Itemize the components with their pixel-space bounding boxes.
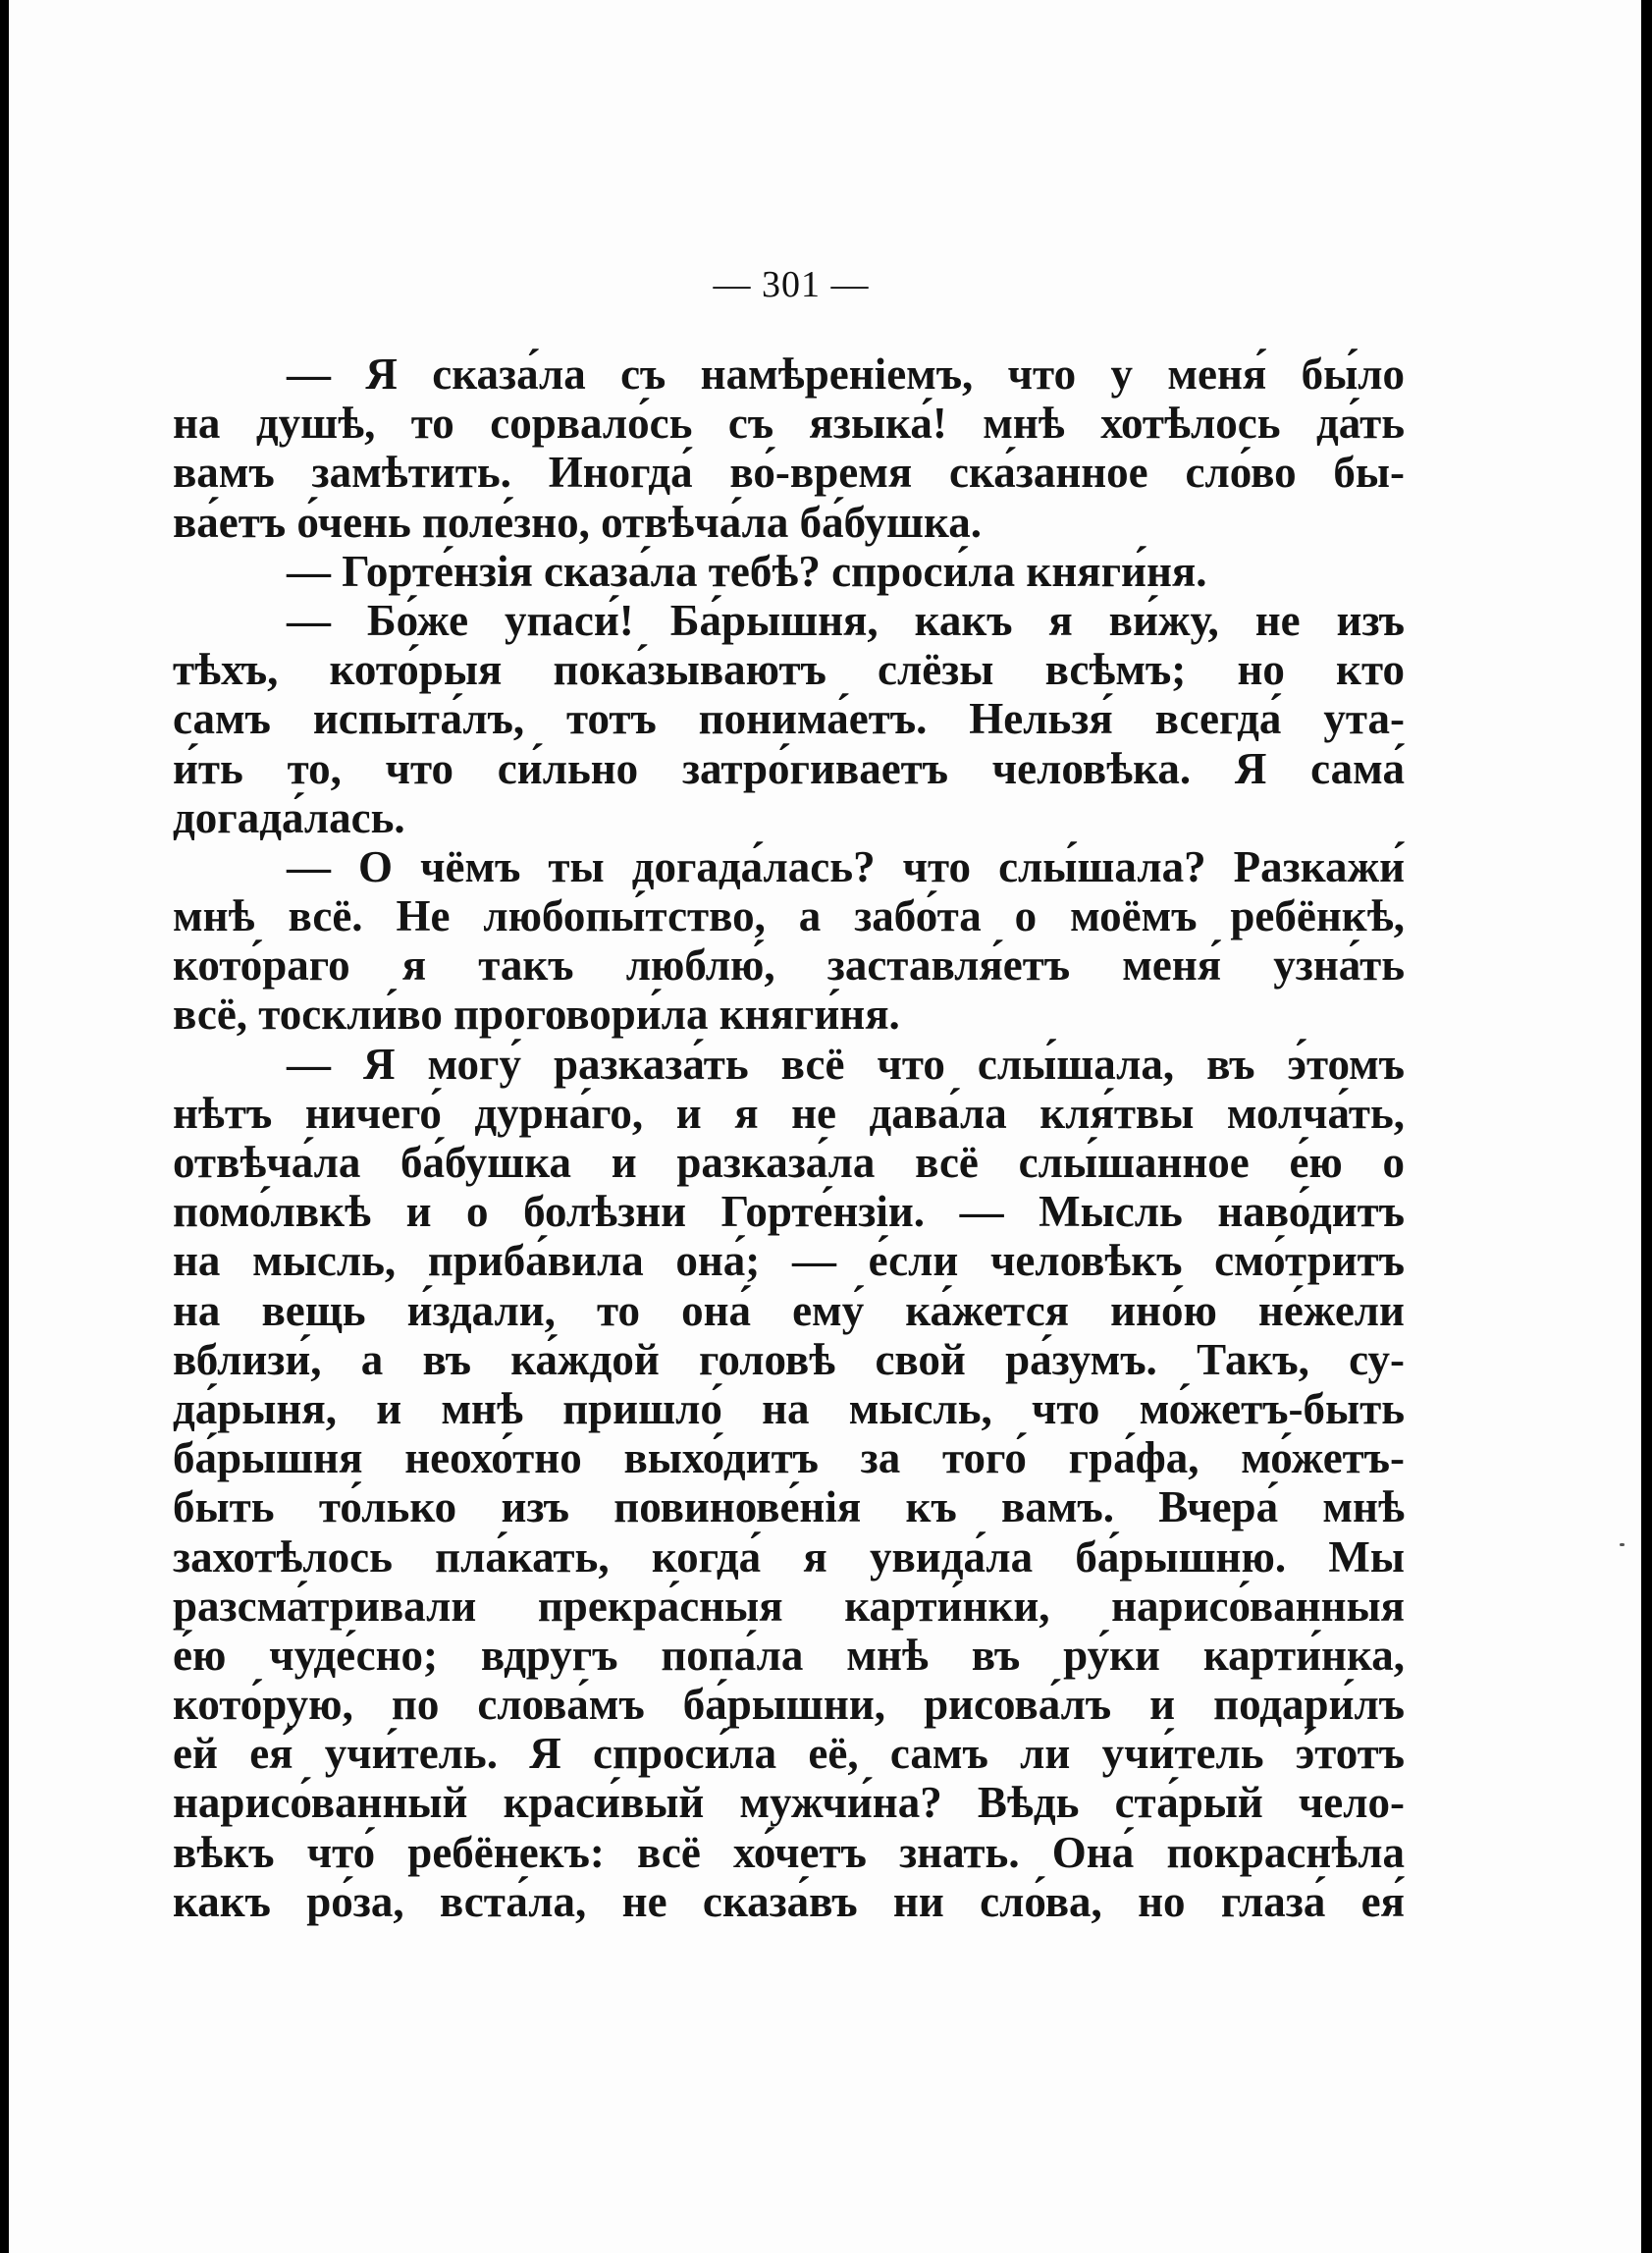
text-line: отвѣча́ла ба́бушка и разказа́ла всё слы́шанное е́ю о [173,1138,1405,1187]
text-line: кото́рую, по слова́мъ ба́рышни, рисова́лъ и подари́лъ [173,1680,1405,1730]
text-line: на мысль, приба́вила она́; — е́сли человѣкъ смо́тритъ [173,1236,1405,1286]
scan-border-right [1641,0,1652,2253]
text-line: быть то́лько изъ повинове́нія къ вамъ. Вчера́ мнѣ [173,1482,1405,1532]
text-line: — О чёмъ ты догада́лась? что слы́шала? Разкажи́ [287,841,1405,891]
text-line: ей ея́ учи́тель. Я спроси́ла её, самъ ли учи́тель э́тотъ [173,1729,1405,1779]
text-line: ба́рышня неохо́тно выхо́дитъ за того́ гра́фа, мо́жетъ- [173,1433,1405,1483]
text-line: — Горте́нзія сказа́ла тебѣ? спроси́ла княги́ня. [287,546,1207,596]
scan-speck [1620,1543,1625,1546]
text-line: да́рыня, и мнѣ пришло́ на мысль, что мо́жетъ-быть [173,1383,1405,1433]
text-line: — Бо́же упаси́! Ба́рышня, какъ я ви́жу, не изъ [287,595,1405,645]
text-line: — Я могу́ разказа́ть всё что слы́шала, въ э́томъ [287,1039,1405,1089]
text-line: на вещь и́здали, то она́ ему́ ка́жется ино́ю не́жели [173,1285,1405,1335]
text-line: на душѣ, то сорвало́сь съ языка́! мнѣ хотѣлось да́ть [173,399,1405,449]
text-line: вѣкъ что́ ребёнекъ: всё хо́четъ знать. Она́ покраснѣла [173,1827,1405,1877]
body-text [173,349,1405,1926]
text-line: кото́раго я такъ люблю́, заставля́етъ меня́ узна́ть [173,940,1405,991]
text-line: захотѣлось пла́кать, когда́ я увида́ла ба́рышню. Мы [173,1531,1405,1582]
text-line: вблизи́, а въ ка́ждой головѣ свой ра́зумъ. Такъ, су- [173,1334,1405,1384]
text-line: разсма́тривали прекра́сныя карти́нки, нарисо́ванныя [173,1581,1405,1631]
text-line: догада́лась. [173,792,405,842]
text-line: какъ ро́за, вста́ла, не сказа́въ ни сло́ва, но глаза́ ея́ [173,1876,1405,1926]
text-line: тѣхъ, кото́рыя пока́зываютъ слёзы всѣмъ; но кто [173,645,1405,695]
text-line: — Я сказа́ла съ намѣреніемъ, что у меня́ бы́ло [287,349,1405,399]
text-line: вамъ замѣтить. Иногда́ во́-время ска́занное сло́во бы- [173,448,1405,498]
text-line: самъ испыта́лъ, тотъ понима́етъ. Нельзя́ всегда́ ута- [173,694,1405,744]
text-line: нѣтъ ничего́ дурна́го, и я не дава́ла кля́твы молча́ть, [173,1088,1405,1138]
text-line: нарисо́ванный краси́вый мужчи́на? Вѣдь ста́рый чело- [173,1778,1405,1828]
page-number: — 301 — [713,264,870,305]
text-line: ва́етъ о́чень поле́зно, отвѣча́ла ба́бушка. [173,497,982,547]
text-line: мнѣ всё. Не любопы́тство, а забо́та о моёмъ ребёнкѣ, [173,891,1405,941]
text-line: всё, тоскли́во проговори́ла княги́ня. [173,990,900,1040]
text-line: и́ть то, что си́льно затро́гиваетъ человѣка. Я сама́ [173,743,1405,793]
scan-border-left [0,0,9,2253]
text-line: е́ю чуде́сно; вдругъ попа́ла мнѣ въ ру́ки карти́нка, [173,1630,1405,1680]
text-line: помо́лвкѣ и о болѣзни Горте́нзіи. — Мысль наво́дитъ [173,1187,1405,1237]
